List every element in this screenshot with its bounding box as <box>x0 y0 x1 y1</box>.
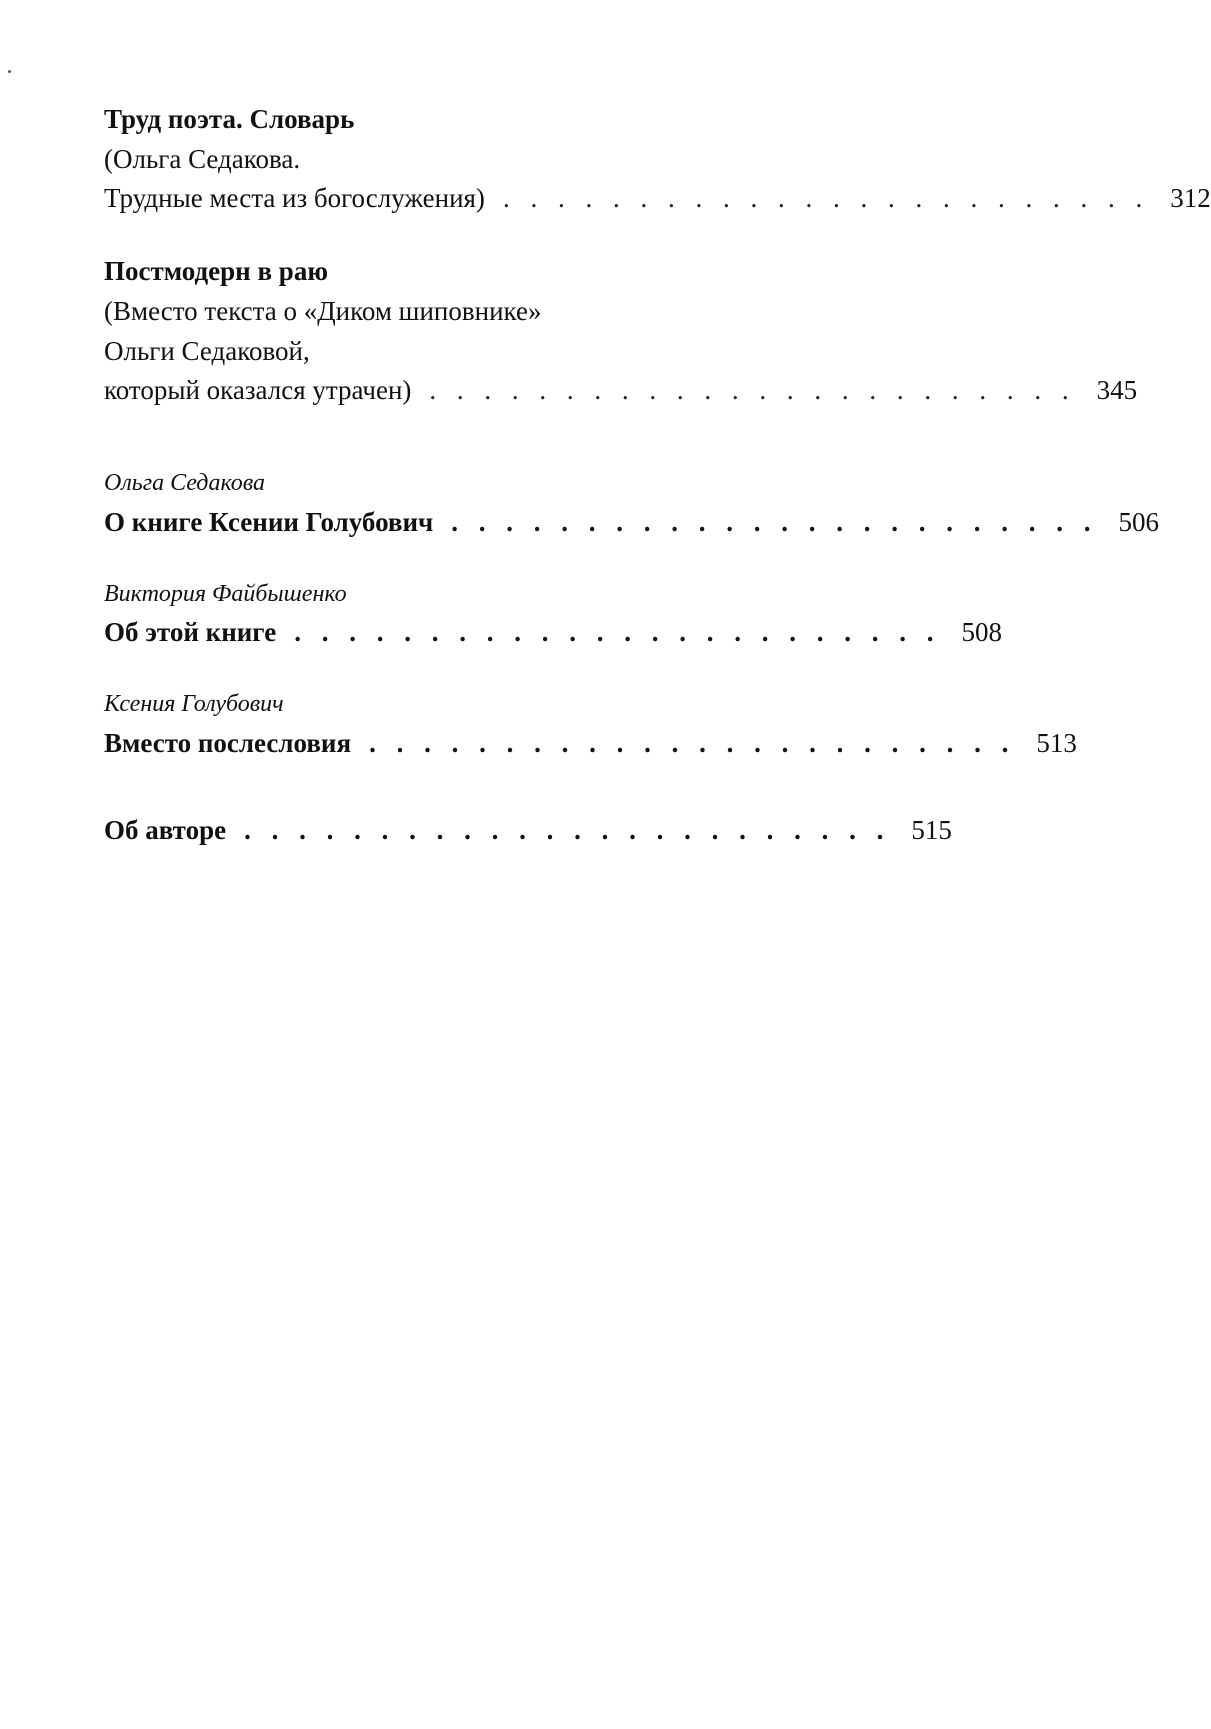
entry-title: Труд поэта. Словарь <box>104 104 355 134</box>
page-number: 506 <box>1118 507 1160 537</box>
entry-title-with-page: О книге Ксении Голубович . . . . . . . . . . . . . . . . . . . . . . . . 506 <box>104 503 832 541</box>
entry-title-with-page: Об авторе . . . . . . . . . . . . . . . . . . . . . . . . 515 <box>104 811 832 849</box>
entry-subtitle: Ольги Седаковой, <box>104 336 310 366</box>
entry-subtitle: (Ольга Седакова. <box>104 144 301 174</box>
page-number: 312 <box>1170 183 1211 213</box>
page-number: 513 <box>1036 728 1077 758</box>
dot-leader: . . . . . . . . . . . . . . . . . . . . . . . . <box>502 183 1143 213</box>
entry-subtitle: (Вместо текста о «Диком шиповнике» <box>104 296 542 326</box>
entry-title: Постмодерн в раю <box>104 256 328 286</box>
dot-leader: . . . . . . . . . . . . . . . . . . . . . . . . <box>244 815 884 845</box>
entry-subtitle-with-page: который оказался утрачен) . . . . . . . . . . . . . . . . . . . . . . . . 345 <box>104 371 832 409</box>
dot-leader: . . . . . . . . . . . . . . . . . . . . . . . . <box>294 617 934 647</box>
page-number: 515 <box>911 815 952 845</box>
entry-title-with-page: Вместо послесловия . . . . . . . . . . . . . . . . . . . . . . . . 513 <box>104 724 832 762</box>
dot-leader: . . . . . . . . . . . . . . . . . . . . . . . . <box>451 507 1091 537</box>
page-number: 508 <box>961 617 1002 647</box>
entry-author: Ксения Голубович <box>104 691 284 717</box>
entry-author: Ольга Седакова <box>104 470 266 496</box>
scan-speck <box>8 70 11 73</box>
entry-subtitle-with-page: Трудные места из богослужения) . . . . . . . . . . . . . . . . . . . . . . . . 312 <box>104 179 832 217</box>
entry-title-with-page: Об этой книге . . . . . . . . . . . . . . . . . . . . . . . . 508 <box>104 613 832 651</box>
dot-leader: . . . . . . . . . . . . . . . . . . . . . . . . <box>429 375 1069 405</box>
dot-leader: . . . . . . . . . . . . . . . . . . . . . . . . <box>369 728 1009 758</box>
entry-author: Виктория Файбышенко <box>104 581 347 607</box>
page-number: 345 <box>1096 375 1138 405</box>
